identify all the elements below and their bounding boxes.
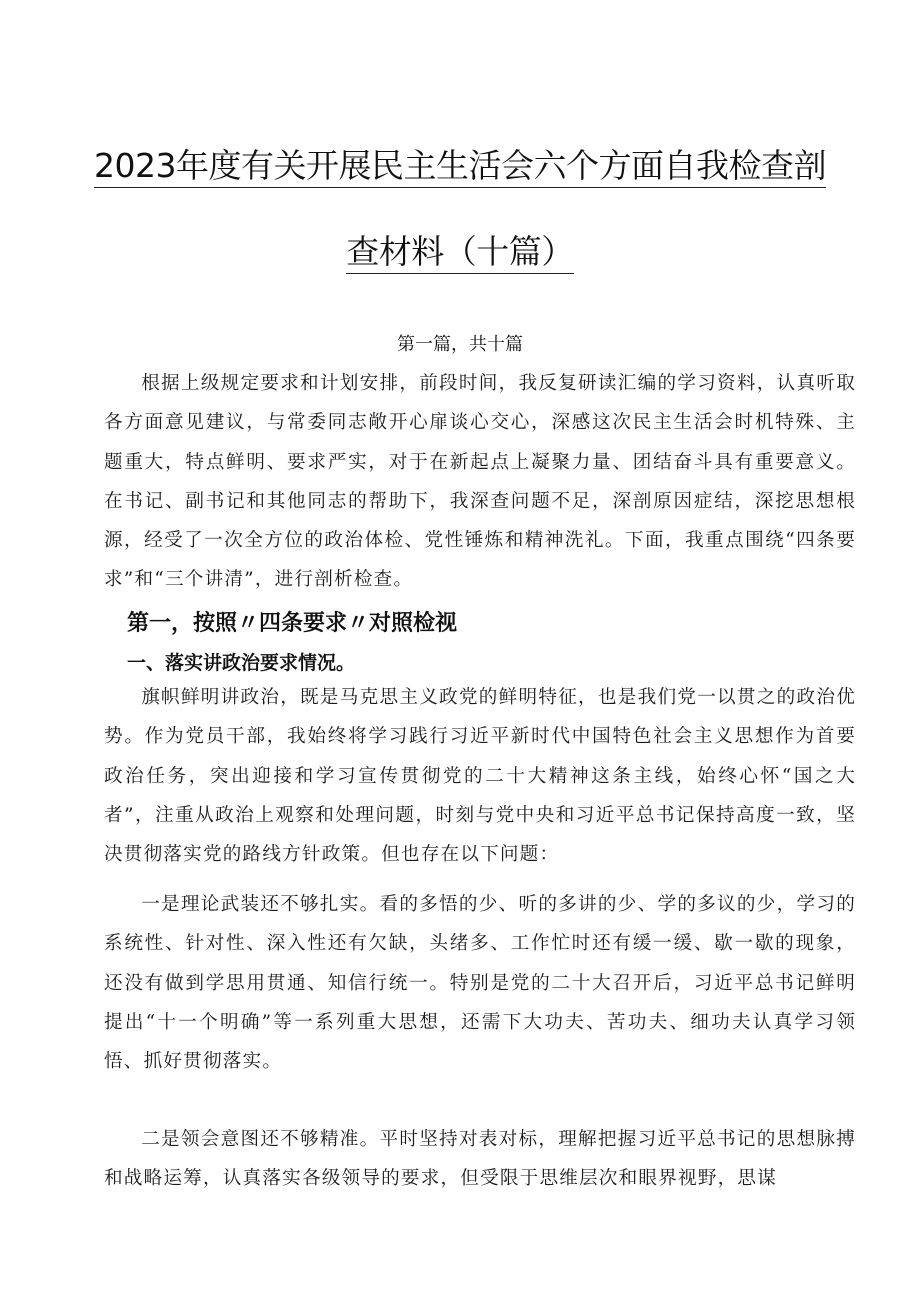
paragraph-politics: 旗帜鲜明讲政治，既是马克思主义政党的鲜明特征，也是我们党一以贯之的政治优势。作为党员干部，我始终将学习践行习近平新时代中国特色社会主义思想作为首要政治任务，突出迎接和学习宣传贯彻党的二十大精神这条主线，始终心怀“国之大者”，注重从政治上观察和处理问题，时刻与党中央和习近平总书记保持高度一致，坚决贯彻落实党的路线方针政策。但也存在以下问题： — [104, 687, 856, 866]
section-label: 第一篇，共十篇 — [397, 334, 523, 355]
paragraph-intent: 二是领会意图还不够精准。平时坚持对表对标，理解把握习近平总书记的思想脉搏和战略运筹，认真落实各级领导的要求，但受限于思维层次和眼界视野，思谋 — [104, 1129, 856, 1190]
heading-level-1: 第一，按照〃四条要求〃对照检视 — [127, 611, 458, 636]
paragraph-theory: 一是理论武装还不够扎实。看的多悟的少、听的多讲的少、学的多议的少，学习的系统性、针对性、深入性还有欠缺，头绪多、工作忙时还有缓一缓、歇一歇的现象，还没有做到学思用贯通、知信行统一。特别是党的二十大召开后，习近平总书记鲜明提出“十一个明确”等一系列重大思想，还需下大功夫、苦功夫、细功夫认真学习领悟、抓好贯彻落实。 — [104, 894, 856, 1073]
document-title-text-1: 2023年度有关开展民主生活会六个方面自我检查剖 — [94, 146, 826, 188]
heading-level-2: 一、落实讲政治要求情况。 — [127, 652, 356, 674]
document-title-line-2 — [0, 226, 920, 273]
document-title-line-1 — [0, 140, 920, 187]
document-title-text-2: 查材料（十篇） — [346, 232, 574, 274]
paragraph-intro: 根据上级规定要求和计划安排，前段时间，我反复研读汇编的学习资料，认真听取各方面意见建议，与常委同志敞开心扉谈心交心，深感这次民主生活会时机特殊、主题重大，特点鲜明、要求严实，对于在新起点上凝聚力量、团结奋斗具有重要意义。在书记、副书记和其他同志的帮助下，我深查问题不足，深剖原因症结，深挖思想根源，经受了一次全方位的政治体检、党性锤炼和精神洗礼。下面，我重点围绕“四条要求”和“三个讲清”，进行剖析检查。 — [104, 373, 856, 591]
